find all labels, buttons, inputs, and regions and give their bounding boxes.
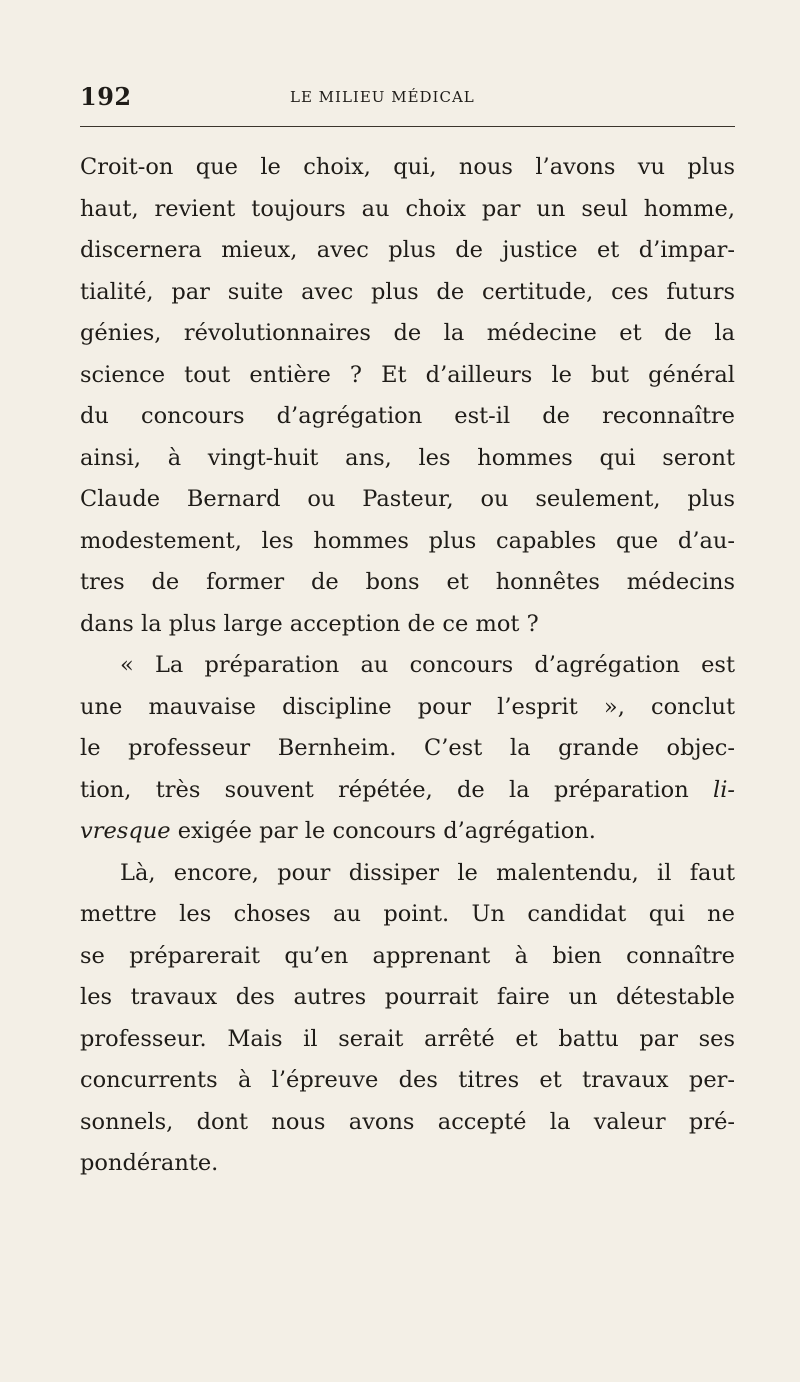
text-line: Là, encore, pour dissiper le malentendu, il faut (120, 859, 735, 886)
text-line: sonnels, dont nous avons accepté la valeur pré- (80, 1108, 735, 1135)
text-line: « La préparation au concours d’agrégation est (120, 652, 735, 678)
text-line: professeur. Mais il serait arrêté et battu par ses (80, 1025, 735, 1052)
text-line: le professeur Bernheim. C’est la grande objec- (80, 735, 735, 761)
text-line: tres de former de bons et honnêtes médecins (80, 569, 735, 595)
text-line: tialité, par suite avec plus de certitude, ces futurs (80, 278, 735, 305)
text-line: science tout entière ? Et d’ailleurs le but général (80, 361, 735, 388)
text-line: concurrents à l’épreuve des titres et travaux per- (80, 1067, 735, 1093)
text-line: se préparerait qu’en apprenant à bien connaître (80, 942, 735, 969)
text-line: dans la plus large acception de ce mot ? (80, 610, 539, 637)
text-line: une mauvaise discipline pour l’esprit », conclut (80, 693, 735, 720)
text-line: modestement, les hommes plus capables que d’au- (80, 527, 735, 554)
page-header (80, 78, 735, 118)
text-segment: tion, très souvent répétée, de la préparation (80, 776, 713, 803)
text-line: mettre les choses au point. Un candidat qui ne (80, 901, 735, 927)
text-line: ainsi, à vingt-huit ans, les hommes qui seront (80, 444, 735, 471)
page-number: 192 (80, 82, 132, 111)
text-line: du concours d’agrégation est-il de reconnaître (80, 403, 735, 429)
text-line: les travaux des autres pourrait faire un détestable (80, 984, 735, 1010)
body-text (80, 147, 735, 1185)
text-line: pondérante. (80, 1150, 219, 1176)
header-rule (80, 126, 735, 127)
text-segment: exigée par le concours d’agrégation. (170, 818, 596, 844)
running-head: LE MILIEU MÉDICAL (290, 88, 475, 106)
text-line (80, 811, 735, 853)
text-line: haut, revient toujours au choix par un seul homme, (80, 195, 735, 222)
text-line (80, 770, 735, 812)
text-line: génies, révolutionnaires de la médecine et de la (80, 320, 735, 346)
text-line: Claude Bernard ou Pasteur, ou seulement, plus (80, 486, 735, 512)
text-line: discernera mieux, avec plus de justice et d’impar- (80, 237, 735, 263)
italic-word: vresque (80, 818, 171, 844)
italic-word: li- (713, 776, 735, 803)
text-line: Croit-on que le choix, qui, nous l’avons vu plus (80, 154, 735, 180)
